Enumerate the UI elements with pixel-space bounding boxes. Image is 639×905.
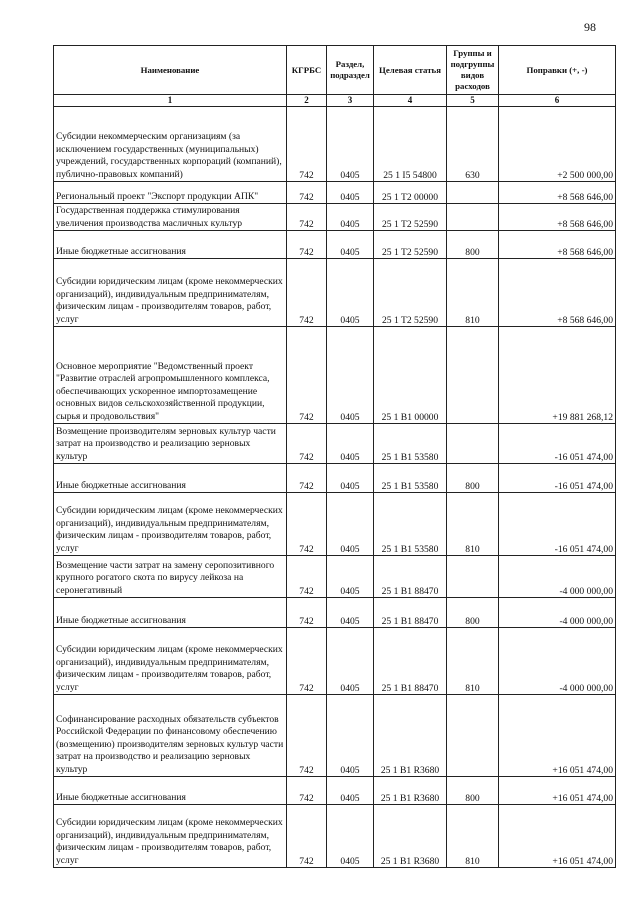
row-name: Возмещение производителям зерновых культур части затрат на производство и реализацию зерновых культур [54,424,287,464]
table-row [54,777,616,805]
row-ktrbs: 742 [287,464,327,493]
table-row [54,327,616,424]
table-row [54,556,616,598]
row-amount: -4 000 000,00 [499,598,616,628]
row-section: 0405 [327,424,374,464]
row-amount: -16 051 474,00 [499,424,616,464]
row-name: Возмещение части затрат на замену серопозитивного крупного рогатого скота по вирусу лейкоза на серонегативный [54,556,287,598]
table-row [54,424,616,464]
table-row [54,464,616,493]
row-amount: -16 051 474,00 [499,493,616,556]
row-name: Субсидии юридическим лицам (кроме некоммерческих организаций), индивидуальным предпринимателям, физическим лицам - производителям товаров, работ, услуг [54,805,287,868]
row-ktrbs: 742 [287,695,327,777]
table-row [54,805,616,868]
row-name: Государственная поддержка стимулирования увеличения производства масличных культур [54,204,287,231]
row-ktrbs: 742 [287,259,327,327]
row-ktrbs: 742 [287,204,327,231]
table-header-row [54,46,616,95]
row-amount: -16 051 474,00 [499,464,616,493]
row-ktrbs: 742 [287,493,327,556]
row-name: Иные бюджетные ассигнования [54,598,287,628]
row-section: 0405 [327,628,374,695]
row-group [447,424,499,464]
row-name: Основное мероприятие "Ведомственный проект "Развитие отраслей агропромышленного комплекса, обеспечивающих ускоренное импортозамещение основных видов сельскохозяйственной продукции, сырья и продовольствия" [54,327,287,424]
header-name: Наименование [54,46,287,95]
budget-table [53,45,616,868]
table-row [54,628,616,695]
row-section: 0405 [327,259,374,327]
row-amount: +16 051 474,00 [499,695,616,777]
column-number: 3 [327,95,374,107]
row-section: 0405 [327,327,374,424]
header-group: Группы и подгруппы видов расходов [447,46,499,95]
row-section: 0405 [327,204,374,231]
row-target: 25 1 B1 00000 [374,327,447,424]
row-ktrbs: 742 [287,598,327,628]
row-group: 800 [447,598,499,628]
row-section: 0405 [327,231,374,259]
row-target: 25 1 B1 88470 [374,556,447,598]
row-name: Субсидии некоммерческим организациям (за исключением государственных (муниципальных) учреждений, государственных корпораций (компаний), публично-правовых компаний) [54,107,287,182]
column-number: 5 [447,95,499,107]
row-group: 810 [447,493,499,556]
row-name: Субсидии юридическим лицам (кроме некоммерческих организаций), индивидуальным предпринимателям, физическим лицам - производителям товаров, работ, услуг [54,493,287,556]
row-section: 0405 [327,182,374,204]
row-name: Софинансирование расходных обязательств субъектов Российской Федерации по финансовому обеспечению (возмещению) производителям зерновых культур части затрат на производство и реализацию зерновых культур [54,695,287,777]
row-name: Иные бюджетные ассигнования [54,777,287,805]
row-amount: +2 500 000,00 [499,107,616,182]
column-number-row [54,95,616,107]
row-group: 630 [447,107,499,182]
row-amount: +8 568 646,00 [499,231,616,259]
row-name: Субсидии юридическим лицам (кроме некоммерческих организаций), индивидуальным предпринимателям, физическим лицам - производителям товаров, работ, услуг [54,628,287,695]
row-amount: +16 051 474,00 [499,777,616,805]
row-group: 800 [447,777,499,805]
row-amount: +19 881 268,12 [499,327,616,424]
row-group: 810 [447,805,499,868]
row-section: 0405 [327,805,374,868]
table-row [54,204,616,231]
row-target: 25 1 B1 R3680 [374,777,447,805]
row-target: 25 1 B1 88470 [374,628,447,695]
row-group [447,182,499,204]
row-ktrbs: 742 [287,805,327,868]
row-target: 25 1 B1 53580 [374,424,447,464]
row-amount: +16 051 474,00 [499,805,616,868]
header-target: Целевая статья [374,46,447,95]
row-section: 0405 [327,777,374,805]
row-target: 25 1 T2 52590 [374,259,447,327]
row-amount: -4 000 000,00 [499,556,616,598]
table-row [54,182,616,204]
row-amount: +8 568 646,00 [499,182,616,204]
row-group [447,695,499,777]
row-target: 25 1 B1 88470 [374,598,447,628]
row-group: 800 [447,464,499,493]
row-group: 810 [447,259,499,327]
row-group [447,556,499,598]
row-ktrbs: 742 [287,182,327,204]
row-amount: -4 000 000,00 [499,628,616,695]
row-section: 0405 [327,464,374,493]
table-row [54,493,616,556]
row-target: 25 1 B1 R3680 [374,695,447,777]
row-section: 0405 [327,598,374,628]
row-group: 810 [447,628,499,695]
row-section: 0405 [327,695,374,777]
table-row [54,598,616,628]
column-number: 2 [287,95,327,107]
page-number: 98 [584,20,596,34]
row-group: 800 [447,231,499,259]
row-amount: +8 568 646,00 [499,259,616,327]
row-ktrbs: 742 [287,556,327,598]
row-amount: +8 568 646,00 [499,204,616,231]
row-target: 25 1 I5 54800 [374,107,447,182]
table-row [54,695,616,777]
row-target: 25 1 B1 53580 [374,493,447,556]
column-number: 4 [374,95,447,107]
row-ktrbs: 742 [287,107,327,182]
row-ktrbs: 742 [287,231,327,259]
row-group [447,204,499,231]
row-ktrbs: 742 [287,777,327,805]
row-name: Иные бюджетные ассигнования [54,231,287,259]
row-group [447,327,499,424]
table-row [54,259,616,327]
header-section: Раздел, подраздел [327,46,374,95]
column-number: 1 [54,95,287,107]
row-target: 25 1 B1 53580 [374,464,447,493]
row-ktrbs: 742 [287,424,327,464]
column-number: 6 [499,95,616,107]
table-row [54,107,616,182]
row-target: 25 1 T2 52590 [374,204,447,231]
row-name: Региональный проект "Экспорт продукции АПК" [54,182,287,204]
row-section: 0405 [327,493,374,556]
row-name: Иные бюджетные ассигнования [54,464,287,493]
header-ktrbs: КГРБС [287,46,327,95]
row-section: 0405 [327,556,374,598]
row-target: 25 1 T2 00000 [374,182,447,204]
table-row [54,231,616,259]
header-amendment: Поправки (+, -) [499,46,616,95]
row-ktrbs: 742 [287,628,327,695]
row-target: 25 1 B1 R3680 [374,805,447,868]
row-target: 25 1 T2 52590 [374,231,447,259]
row-section: 0405 [327,107,374,182]
row-ktrbs: 742 [287,327,327,424]
row-name: Субсидии юридическим лицам (кроме некоммерческих организаций), индивидуальным предпринимателям, физическим лицам - производителям товаров, работ, услуг [54,259,287,327]
